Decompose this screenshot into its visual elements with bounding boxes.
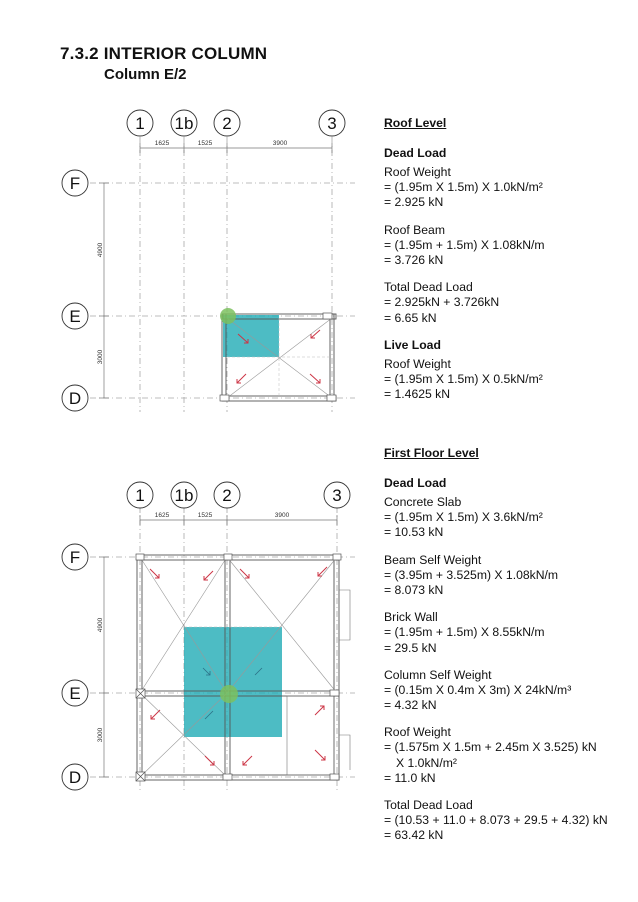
load-item-title: Total Dead Load bbox=[384, 798, 473, 812]
load-item-formula: = 6.65 kN bbox=[384, 310, 437, 325]
load-item-formula: = 2.925 kN bbox=[384, 195, 444, 210]
load-item-formula: = (1.95m + 1.5m) X 8.55kN/m bbox=[384, 625, 545, 640]
load-item-formula: = (0.15m X 0.4m X 3m) X 24kN/m³ bbox=[384, 682, 572, 697]
load-item-formula: = 4.32 kN bbox=[384, 698, 437, 713]
load-item-formula: = 11.0 kN bbox=[384, 770, 436, 785]
load-item bbox=[384, 798, 634, 844]
load-item bbox=[384, 725, 634, 786]
load-item bbox=[384, 610, 634, 656]
grid-bubble-D: D bbox=[68, 389, 82, 408]
load-item bbox=[384, 357, 634, 403]
floor-beam-F bbox=[138, 555, 339, 560]
load-item bbox=[384, 553, 634, 599]
load-item bbox=[384, 495, 634, 541]
load-item-formula: = 3.726 kN bbox=[384, 252, 444, 267]
grid-bubble-1: 1 bbox=[135, 114, 145, 133]
roof-dead-load-items bbox=[384, 165, 634, 326]
first-floor-dead-load-heading: Dead Load bbox=[384, 476, 447, 490]
roof-live-load-items bbox=[384, 357, 634, 403]
roof-level-heading: Roof Level bbox=[384, 116, 447, 130]
grid-bubble-1b: 1b bbox=[174, 114, 194, 133]
page-title: 7.3.2 INTERIOR COLUMN bbox=[60, 44, 268, 63]
roof-column-marker bbox=[220, 308, 236, 324]
load-item-title: Roof Weight bbox=[384, 356, 451, 371]
load-item-title: Roof Beam bbox=[384, 222, 445, 237]
roof-plan-diagram bbox=[0, 0, 375, 425]
grid-bubble-F: F bbox=[69, 548, 81, 567]
load-item-formula: = 63.42 kN bbox=[384, 828, 444, 843]
floor-beam-D bbox=[138, 775, 339, 780]
load-item-formula: = (1.575m X 1.5m + 2.45m X 3.525) kN bbox=[384, 740, 597, 755]
load-item-formula: = 1.4625 kN bbox=[384, 387, 451, 402]
grid-bubble-F: F bbox=[69, 174, 81, 193]
load-item-title: Total Dead Load bbox=[384, 280, 473, 295]
first-floor-plan-svg bbox=[0, 470, 375, 800]
dim-label-1-1b: 1625 bbox=[154, 512, 170, 519]
first-floor-level-heading: First Floor Level bbox=[384, 446, 479, 460]
grid-bubble-3: 3 bbox=[327, 114, 337, 133]
dim-label-1b-2: 1525 bbox=[197, 140, 213, 147]
load-item-formula: = (1.95m X 1.5m) X 0.5kN/m² bbox=[384, 371, 543, 386]
load-item-title: Roof Weight bbox=[384, 165, 451, 179]
load-item-title: Beam Self Weight bbox=[384, 552, 482, 567]
load-item bbox=[384, 165, 634, 211]
load-item-formula: = (1.95m + 1.5m) X 1.08kN/m bbox=[384, 237, 545, 252]
dim-label-2-3: 3900 bbox=[274, 512, 290, 519]
load-item-formula: = 29.5 kN bbox=[384, 640, 437, 655]
first-floor-calculations bbox=[384, 446, 634, 856]
first-floor-plan-diagram bbox=[0, 470, 375, 805]
load-item bbox=[384, 280, 634, 326]
load-item-formula: = 2.925kN + 3.726kN bbox=[384, 295, 500, 310]
load-item-title: Roof Weight bbox=[384, 725, 451, 740]
load-item-formula: = (10.53 + 11.0 + 8.073 + 29.5 + 4.32) kN bbox=[384, 813, 608, 828]
grid-bubble-2: 2 bbox=[222, 114, 232, 133]
floor-wall-1 bbox=[137, 555, 142, 780]
dim-label-F-E: 4900 bbox=[97, 242, 104, 258]
roof-live-load-heading: Live Load bbox=[384, 337, 441, 352]
first-floor-dead-load-items bbox=[384, 495, 634, 844]
load-item-formula: = (3.95m + 3.525m) X 1.08kN/m bbox=[384, 567, 559, 582]
load-item-formula: = (1.95m X 1.5m) X 3.6kN/m² bbox=[384, 510, 543, 525]
load-item-title: Column Self Weight bbox=[384, 667, 492, 682]
grid-bubble-D: D bbox=[68, 768, 82, 787]
floor-wall-3 bbox=[334, 555, 339, 780]
load-item-formula: = (1.95m X 1.5m) X 1.0kN/m² bbox=[384, 180, 543, 195]
load-item bbox=[384, 223, 634, 269]
grid-bubble-3: 3 bbox=[332, 486, 342, 505]
load-item bbox=[384, 668, 634, 714]
grid-bubble-1b: 1b bbox=[174, 486, 194, 505]
roof-dead-load-heading: Dead Load bbox=[384, 146, 447, 160]
load-item-formula: X 1.0kN/m² bbox=[396, 755, 457, 770]
page-subtitle: Column E/2 bbox=[104, 66, 187, 83]
dim-label-1b-2: 1525 bbox=[197, 512, 213, 519]
dim-label-F-E: 4900 bbox=[97, 617, 104, 633]
grid-bubble-2: 2 bbox=[222, 486, 232, 505]
load-item-formula: = 8.073 kN bbox=[384, 582, 444, 597]
grid-bubble-1: 1 bbox=[135, 486, 145, 505]
grid-bubble-E: E bbox=[69, 684, 81, 703]
dim-label-1-1b: 1625 bbox=[154, 140, 170, 147]
roof-calculations bbox=[384, 116, 634, 414]
roof-plan-svg bbox=[0, 0, 375, 420]
dim-label-2-3: 3900 bbox=[272, 140, 288, 147]
load-item-title: Concrete Slab bbox=[384, 495, 462, 509]
grid-bubble-E: E bbox=[69, 307, 81, 326]
floor-column-marker bbox=[220, 685, 238, 703]
dim-label-E-D: 3000 bbox=[97, 349, 104, 365]
dim-label-E-D: 3000 bbox=[97, 727, 104, 743]
roof-beam-D bbox=[223, 396, 336, 401]
load-item-title: Brick Wall bbox=[384, 610, 438, 625]
load-item-formula: = 10.53 kN bbox=[384, 525, 444, 540]
